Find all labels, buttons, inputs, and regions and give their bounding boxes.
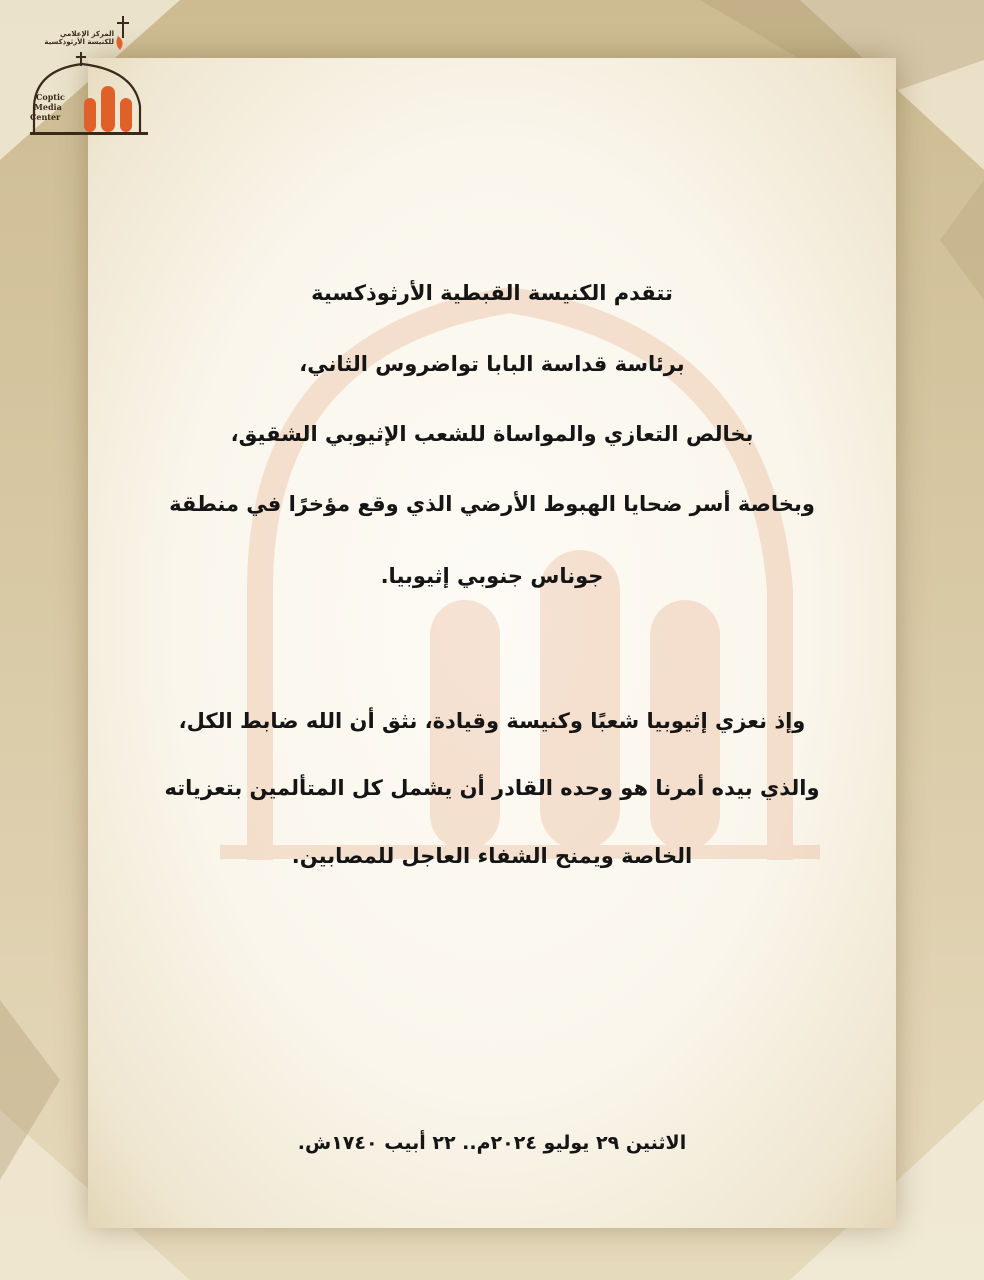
statement-line: وإذ نعزي إثيوبيا شعبًا وكنيسة وقيادة، نثق أن الله ضابط الكل،	[178, 709, 806, 733]
logo-english-line2: Media	[34, 102, 62, 112]
statement-line: بخالص التعازي والمواساة للشعب الإثيوبي الشقيق،	[230, 422, 754, 446]
statement-line: تتقدم الكنيسة القبطية الأرثوذكسية	[311, 281, 673, 305]
logo-english-line1: Coptic	[36, 92, 65, 102]
statement-line: برئاسة قداسة البابا تواضروس الثاني،	[299, 352, 685, 376]
logo-english-text	[30, 92, 65, 122]
logo-arabic-line2: للكنيسة الأرثوذكسية	[44, 38, 114, 46]
statement-line: جوناس جنوبي إثيوبيا.	[380, 564, 604, 588]
logo-arabic-line1: المركز الإعلامي	[59, 30, 114, 38]
date-line: الاثنين ٢٩ يوليو ٢٠٢٤م.. ٢٢ أبيب ١٧٤٠ش.	[297, 1132, 687, 1154]
statement-line: والذي بيده أمرنا هو وحده القادر أن يشمل كل المتألمين بتعزياته	[164, 776, 820, 800]
statement-line: وبخاصة أسر ضحايا الهبوط الأرضي الذي وقع مؤخرًا في منطقة	[169, 492, 815, 516]
logo-english-line3: Center	[30, 112, 61, 122]
logo-arabic-text	[40, 30, 114, 46]
statement-line: الخاصة ويمنح الشفاء العاجل للمصابين.	[291, 844, 693, 868]
